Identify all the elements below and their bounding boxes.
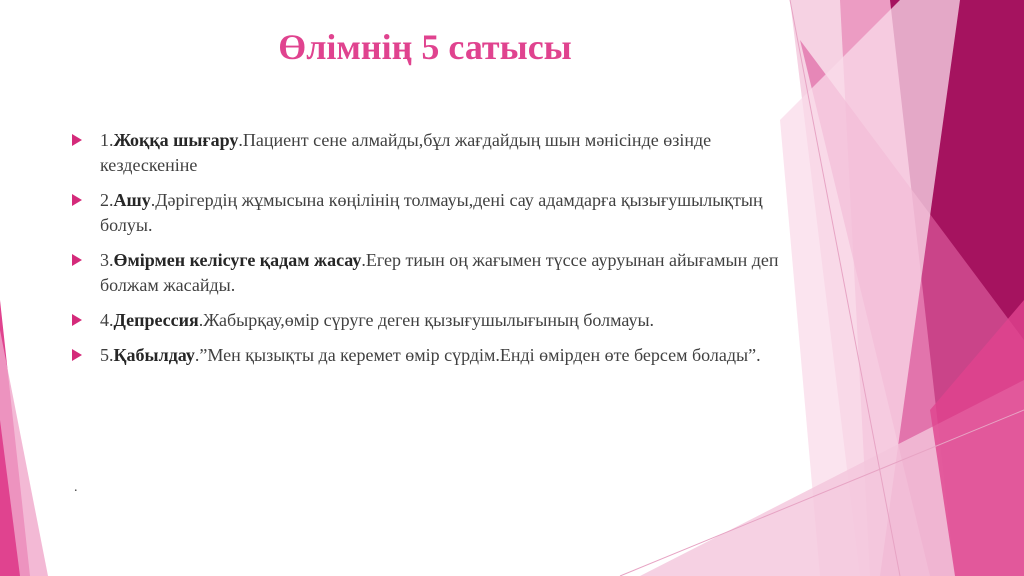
- footer-dot: .: [74, 480, 78, 495]
- item-number: 1.: [100, 130, 114, 150]
- list-item-3: [72, 248, 792, 298]
- list-item-4: [72, 308, 792, 333]
- item-number: 3.: [100, 250, 114, 270]
- triangle-bullet-icon: [72, 194, 82, 206]
- item-term: Ашу: [113, 190, 151, 210]
- item-term: Өмірмен келісуге қадам жасау: [113, 250, 362, 270]
- item-description: .Дәрігердің жұмысына көңілінің толмауы,дені сау адамдарға қызығушылықтың болуы.: [100, 190, 763, 235]
- triangle-bullet-icon: [72, 314, 82, 326]
- item-description: .Пациент сене алмайды,бұл жағдайдың шын мәнісінде өзінде кездескеніне: [100, 130, 712, 175]
- slide-title: Өлімнің 5 сатысы: [278, 27, 572, 67]
- list-item-1: [72, 128, 792, 178]
- item-number: 4.: [100, 310, 114, 330]
- list-item-2: [72, 188, 792, 238]
- triangle-bullet-icon: [72, 254, 82, 266]
- stage-list: [72, 128, 792, 378]
- item-description: .Егер тиын оң жағымен түссе ауруынан айығамын деп болжам жасайды.: [100, 250, 779, 295]
- item-term: Қабылдау: [113, 345, 195, 365]
- item-term: Депрессия: [113, 310, 199, 330]
- item-description: .Жабырқау,өмір сүруге деген қызығушылығының болмауы.: [198, 310, 655, 330]
- item-number: 2.: [100, 190, 114, 210]
- triangle-bullet-icon: [72, 134, 82, 146]
- item-term: Жоққа шығару: [113, 130, 239, 150]
- item-number: 5.: [100, 345, 114, 365]
- item-description: .”Мен қызықты да керемет өмір сүрдім.Енді өмірден өте берсем болады”.: [194, 345, 761, 365]
- list-item-5: [72, 343, 792, 368]
- triangle-bullet-icon: [72, 349, 82, 361]
